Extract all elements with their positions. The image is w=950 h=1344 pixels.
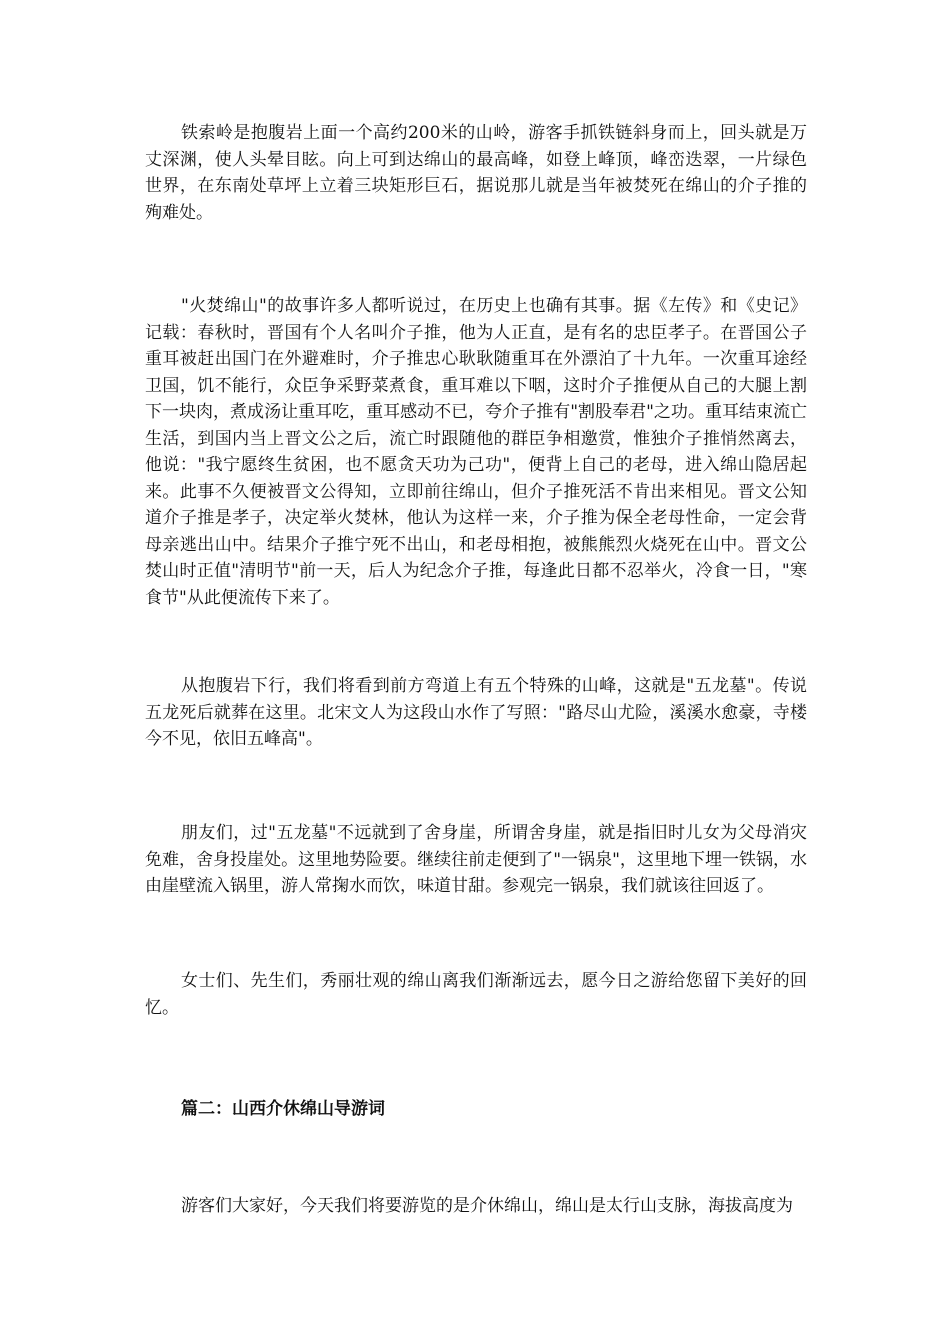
paragraph-farewell: 女士们、先生们，秀丽壮观的绵山离我们渐渐远去，愿今日之游给您留下美好的回忆。 <box>145 971 807 1018</box>
paragraph-tiesuoling: 铁索岭是抱腹岩上面一个高约200米的山岭，游客手抓铁链斜身而上，回头就是万丈深渊，使人头晕目眩。向上可到达绵山的最高峰，如登上峰顶，峰峦迭翠，一片绿色世界，在东南处草坪上立着三块矩形巨石，据说那儿就是当年被焚死在绵山的介子推的殉难处。 <box>145 123 807 223</box>
paragraph-huofen-mianshan: "火焚绵山"的故事许多人都听说过，在历史上也确有其事。据《左传》和《史记》记载：春秋时，晋国有个人名叫介子推，他为人正直，是有名的忠臣孝子。在晋国公子重耳被赶出国门在外避难时，介子推忠心耿耿随重耳在外漂泊了十九年。一次重耳途经卫国，饥不能行，众臣争采野菜煮食，重耳难以下咽，这时介子推便从自己的大腿上割下一块肉，煮成汤让重耳吃，重耳感动不已，夸介子推有"割股奉君"之功。重耳结束流亡生活，到国内当上晋文公之后，流亡时跟随他的群臣争相邀赏，惟独介子推悄然离去，他说："我宁愿终生贫困，也不愿贪天功为己功"，便背上自己的老母，进入绵山隐居起来。此事不久便被晋文公得知，立即前往绵山，但介子推死活不肯出来相见。晋文公知道介子推是孝子，决定举火焚林，他认为这样一来，介子推为保全老母性命，一定会背母亲逃出山中。结果介子推宁死不出山，和老母相抱，被熊熊烈火烧死在山中。晋文公焚山时正值"清明节"前一天，后人为纪念介子推，每逢此日都不忍举火，冷食一日，"寒食节"从此便流传下来了。 <box>145 296 807 608</box>
paragraph-intro: 游客们大家好，今天我们将要游览的是介休绵山，绵山是太行山支脉，海拔高度为 <box>181 1196 793 1216</box>
section-heading: 篇二：山西介休绵山导游词 <box>181 1099 385 1119</box>
paragraph-wulongmu: 从抱腹岩下行，我们将看到前方弯道上有五个特殊的山峰，这就是"五龙墓"。传说五龙死后就葬在这里。北宋文人为这段山水作了写照："路尽山尤险，溪溪水愈豪，寺楼今不见，依旧五峰高"。 <box>145 676 807 749</box>
paragraph-sheshenya: 朋友们，过"五龙墓"不远就到了舍身崖，所谓舍身崖，就是指旧时儿女为父母消灾免难，舍身投崖处。这里地势险要。继续往前走便到了"一锅泉"，这里地下埋一铁锅，水由崖壁流入锅里，游人常掬水而饮，味道甘甜。参观完一锅泉，我们就该往回返了。 <box>145 823 807 896</box>
